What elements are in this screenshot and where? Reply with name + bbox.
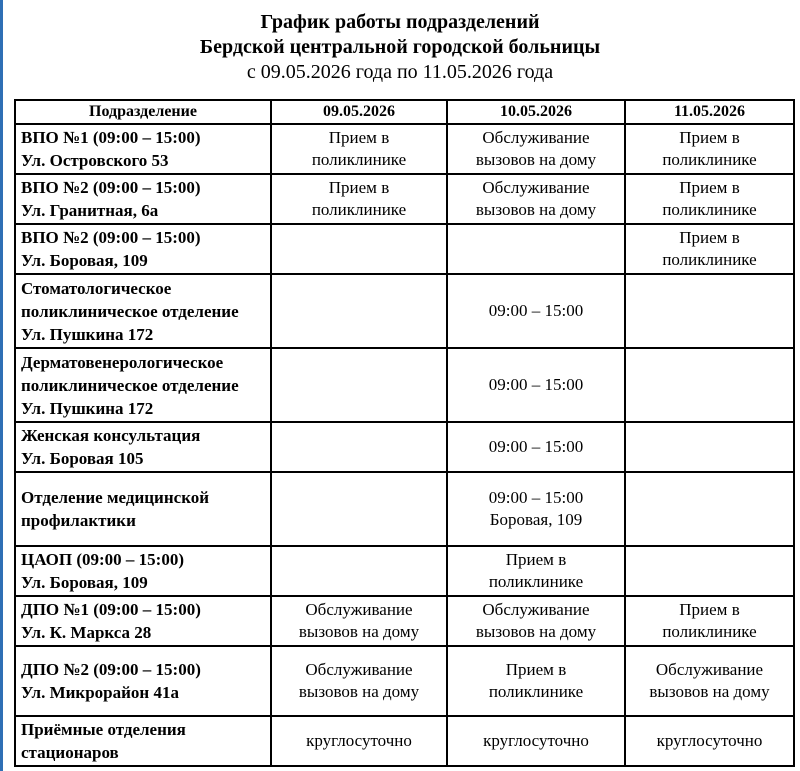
department-line: Отделение медицинской: [21, 488, 210, 507]
schedule-cell-day-3: [625, 596, 794, 646]
schedule-cell-line: поликлинике: [311, 200, 407, 219]
schedule-cell-line: Обслуживание: [482, 128, 590, 147]
schedule-cell-line: Обслуживание: [305, 660, 413, 679]
department-line: Женская консультация: [21, 426, 201, 445]
department-line: ДПО №2 (09:00 – 15:00): [21, 660, 201, 679]
period-line: с 09.05.2026 года по 11.05.2026 года: [246, 61, 554, 83]
schedule-cell-line: 09:00 – 15:00: [488, 301, 584, 320]
schedule-cell-line: вызовов на дому: [298, 622, 420, 641]
schedule-cell-line: поликлинике: [662, 622, 757, 641]
schedule-cell-day-3: [625, 716, 794, 766]
schedule-cell-day-3: [625, 646, 794, 716]
schedule-cell-day-2: [447, 546, 625, 596]
schedule-cell-day-3: [625, 422, 794, 472]
department-line: Ул. Гранитная, 6а: [21, 201, 159, 220]
schedule-cell-line: вызовов на дому: [475, 150, 597, 169]
table-row: [15, 646, 794, 716]
table-row: [15, 224, 794, 274]
department-line: поликлиническое отделение: [21, 375, 239, 395]
department-line: Ул. Боровая, 109: [21, 573, 148, 592]
department-line: ВПО №1 (09:00 – 15:00): [21, 128, 201, 147]
schedule-cell-day-3: [625, 124, 794, 174]
department-line: ВПО №2 (09:00 – 15:00): [21, 178, 201, 197]
left-edge-strip: [0, 0, 3, 771]
table-row: [15, 348, 794, 422]
schedule-cell-day-2: [447, 348, 625, 422]
table-row: [15, 716, 794, 766]
department-line: Ул. Боровая, 109: [21, 251, 148, 270]
schedule-cell-line: 09:00 – 15:00: [488, 437, 584, 456]
schedule-cell-day-2: [447, 716, 625, 766]
header-date-2: 10.05.2026: [447, 100, 625, 124]
department-line: Ул. К. Маркса 28: [21, 623, 152, 642]
department-line: ВПО №2 (09:00 – 15:00): [21, 228, 201, 247]
schedule-cell-day-2: [447, 646, 625, 716]
schedule-cell-line: Прием в: [505, 660, 567, 679]
schedule-cell-line: поликлинике: [662, 200, 757, 219]
table-row: [15, 274, 794, 348]
schedule-cell-line: Прием в: [328, 128, 390, 147]
schedule-cell-line: поликлинике: [662, 150, 757, 169]
schedule-cell-line: поликлинике: [488, 572, 584, 591]
schedule-cell-line: Обслуживание: [482, 178, 590, 197]
department-cell: [15, 422, 271, 472]
header-date-3: 11.05.2026: [625, 100, 794, 124]
schedule-cell-line: Прием в: [328, 178, 390, 197]
department-cell: [15, 472, 271, 546]
schedule-cell-day-1: [271, 224, 447, 274]
schedule-cell-day-1: [271, 124, 447, 174]
schedule-cell-line: круглосуточно: [656, 731, 763, 750]
schedule-cell-day-1: [271, 174, 447, 224]
department-line: Ул. Боровая 105: [21, 449, 144, 468]
department-line: ДПО №1 (09:00 – 15:00): [21, 600, 201, 619]
schedule-cell-day-3: [625, 174, 794, 224]
department-cell: [15, 646, 271, 716]
department-line: Приёмные отделения: [21, 720, 186, 739]
schedule-cell-line: Обслуживание: [655, 660, 764, 679]
schedule-cell-line: поликлинике: [662, 250, 757, 269]
department-line: Ул. Микрорайон 41а: [21, 683, 179, 702]
schedule-cell-line: Прием в: [505, 550, 567, 569]
schedule-body: [15, 124, 794, 766]
schedule-cell-day-3: [625, 274, 794, 348]
schedule-cell-line: Прием в: [679, 228, 740, 247]
department-line: Ул. Пушкина 172: [21, 324, 154, 344]
schedule-cell-day-2: [447, 224, 625, 274]
department-line: Стоматологическое: [21, 278, 172, 298]
department-line: Ул. Пушкина 172: [21, 398, 154, 418]
schedule-cell-line: вызовов на дому: [475, 200, 597, 219]
schedule-cell-day-2: [447, 472, 625, 546]
department-line: поликлиническое отделение: [21, 301, 239, 321]
schedule-cell-line: вызовов на дому: [475, 622, 597, 641]
table-row: [15, 472, 794, 546]
department-cell: [15, 716, 271, 766]
schedule-cell-day-1: [271, 716, 447, 766]
schedule-cell-day-3: [625, 472, 794, 546]
schedule-cell-day-1: [271, 546, 447, 596]
department-cell: [15, 174, 271, 224]
department-cell: [15, 348, 271, 422]
schedule-cell-line: поликлинике: [311, 150, 407, 169]
schedule-cell-line: круглосуточно: [483, 731, 589, 750]
schedule-cell-day-1: [271, 422, 447, 472]
schedule-cell-line: 09:00 – 15:00: [488, 375, 584, 394]
schedule-table: [14, 99, 795, 767]
table-row: [15, 546, 794, 596]
department-cell: [15, 124, 271, 174]
table-row: [15, 422, 794, 472]
table-row: [15, 174, 794, 224]
header-department: Подразделение: [15, 100, 271, 124]
schedule-cell-day-1: [271, 472, 447, 546]
schedule-cell-line: Боровая, 109: [489, 510, 583, 529]
schedule-cell-day-1: [271, 596, 447, 646]
title-line-1: График работы подразделений: [260, 11, 540, 33]
schedule-cell-line: круглосуточно: [306, 731, 412, 750]
table-row: [15, 124, 794, 174]
department-cell: [15, 274, 271, 348]
schedule-cell-day-2: [447, 174, 625, 224]
title-line-2: Бердской центральной городской больницы: [199, 36, 601, 58]
schedule-cell-day-2: [447, 596, 625, 646]
schedule-cell-line: 09:00 – 15:00: [488, 488, 584, 507]
schedule-cell-day-2: [447, 124, 625, 174]
department-line: профилактики: [21, 511, 136, 530]
schedule-cell-line: поликлинике: [488, 682, 584, 701]
schedule-cell-day-3: [625, 546, 794, 596]
department-line: ЦАОП (09:00 – 15:00): [21, 550, 184, 569]
table-row: [15, 596, 794, 646]
department-cell: [15, 596, 271, 646]
schedule-cell-day-3: [625, 224, 794, 274]
department-cell: [15, 546, 271, 596]
table-header-row: [15, 100, 794, 124]
department-line: Дерматовенерологическое: [21, 352, 224, 372]
schedule-cell-line: Обслуживание: [482, 600, 590, 619]
schedule-cell-line: вызовов на дому: [649, 682, 770, 701]
schedule-cell-line: Обслуживание: [305, 600, 413, 619]
schedule-cell-day-1: [271, 646, 447, 716]
schedule-cell-day-2: [447, 422, 625, 472]
schedule-cell-line: вызовов на дому: [298, 682, 420, 701]
schedule-cell-line: Прием в: [679, 600, 740, 619]
document-header: [0, 10, 800, 85]
schedule-cell-line: Прием в: [679, 178, 740, 197]
department-cell: [15, 224, 271, 274]
department-line: Ул. Островского 53: [21, 151, 169, 170]
schedule-cell-day-3: [625, 348, 794, 422]
schedule-cell-line: Прием в: [679, 128, 740, 147]
schedule-cell-day-1: [271, 348, 447, 422]
schedule-cell-day-2: [447, 274, 625, 348]
header-date-1: 09.05.2026: [271, 100, 447, 124]
schedule-cell-day-1: [271, 274, 447, 348]
department-line: стационаров: [21, 743, 119, 762]
